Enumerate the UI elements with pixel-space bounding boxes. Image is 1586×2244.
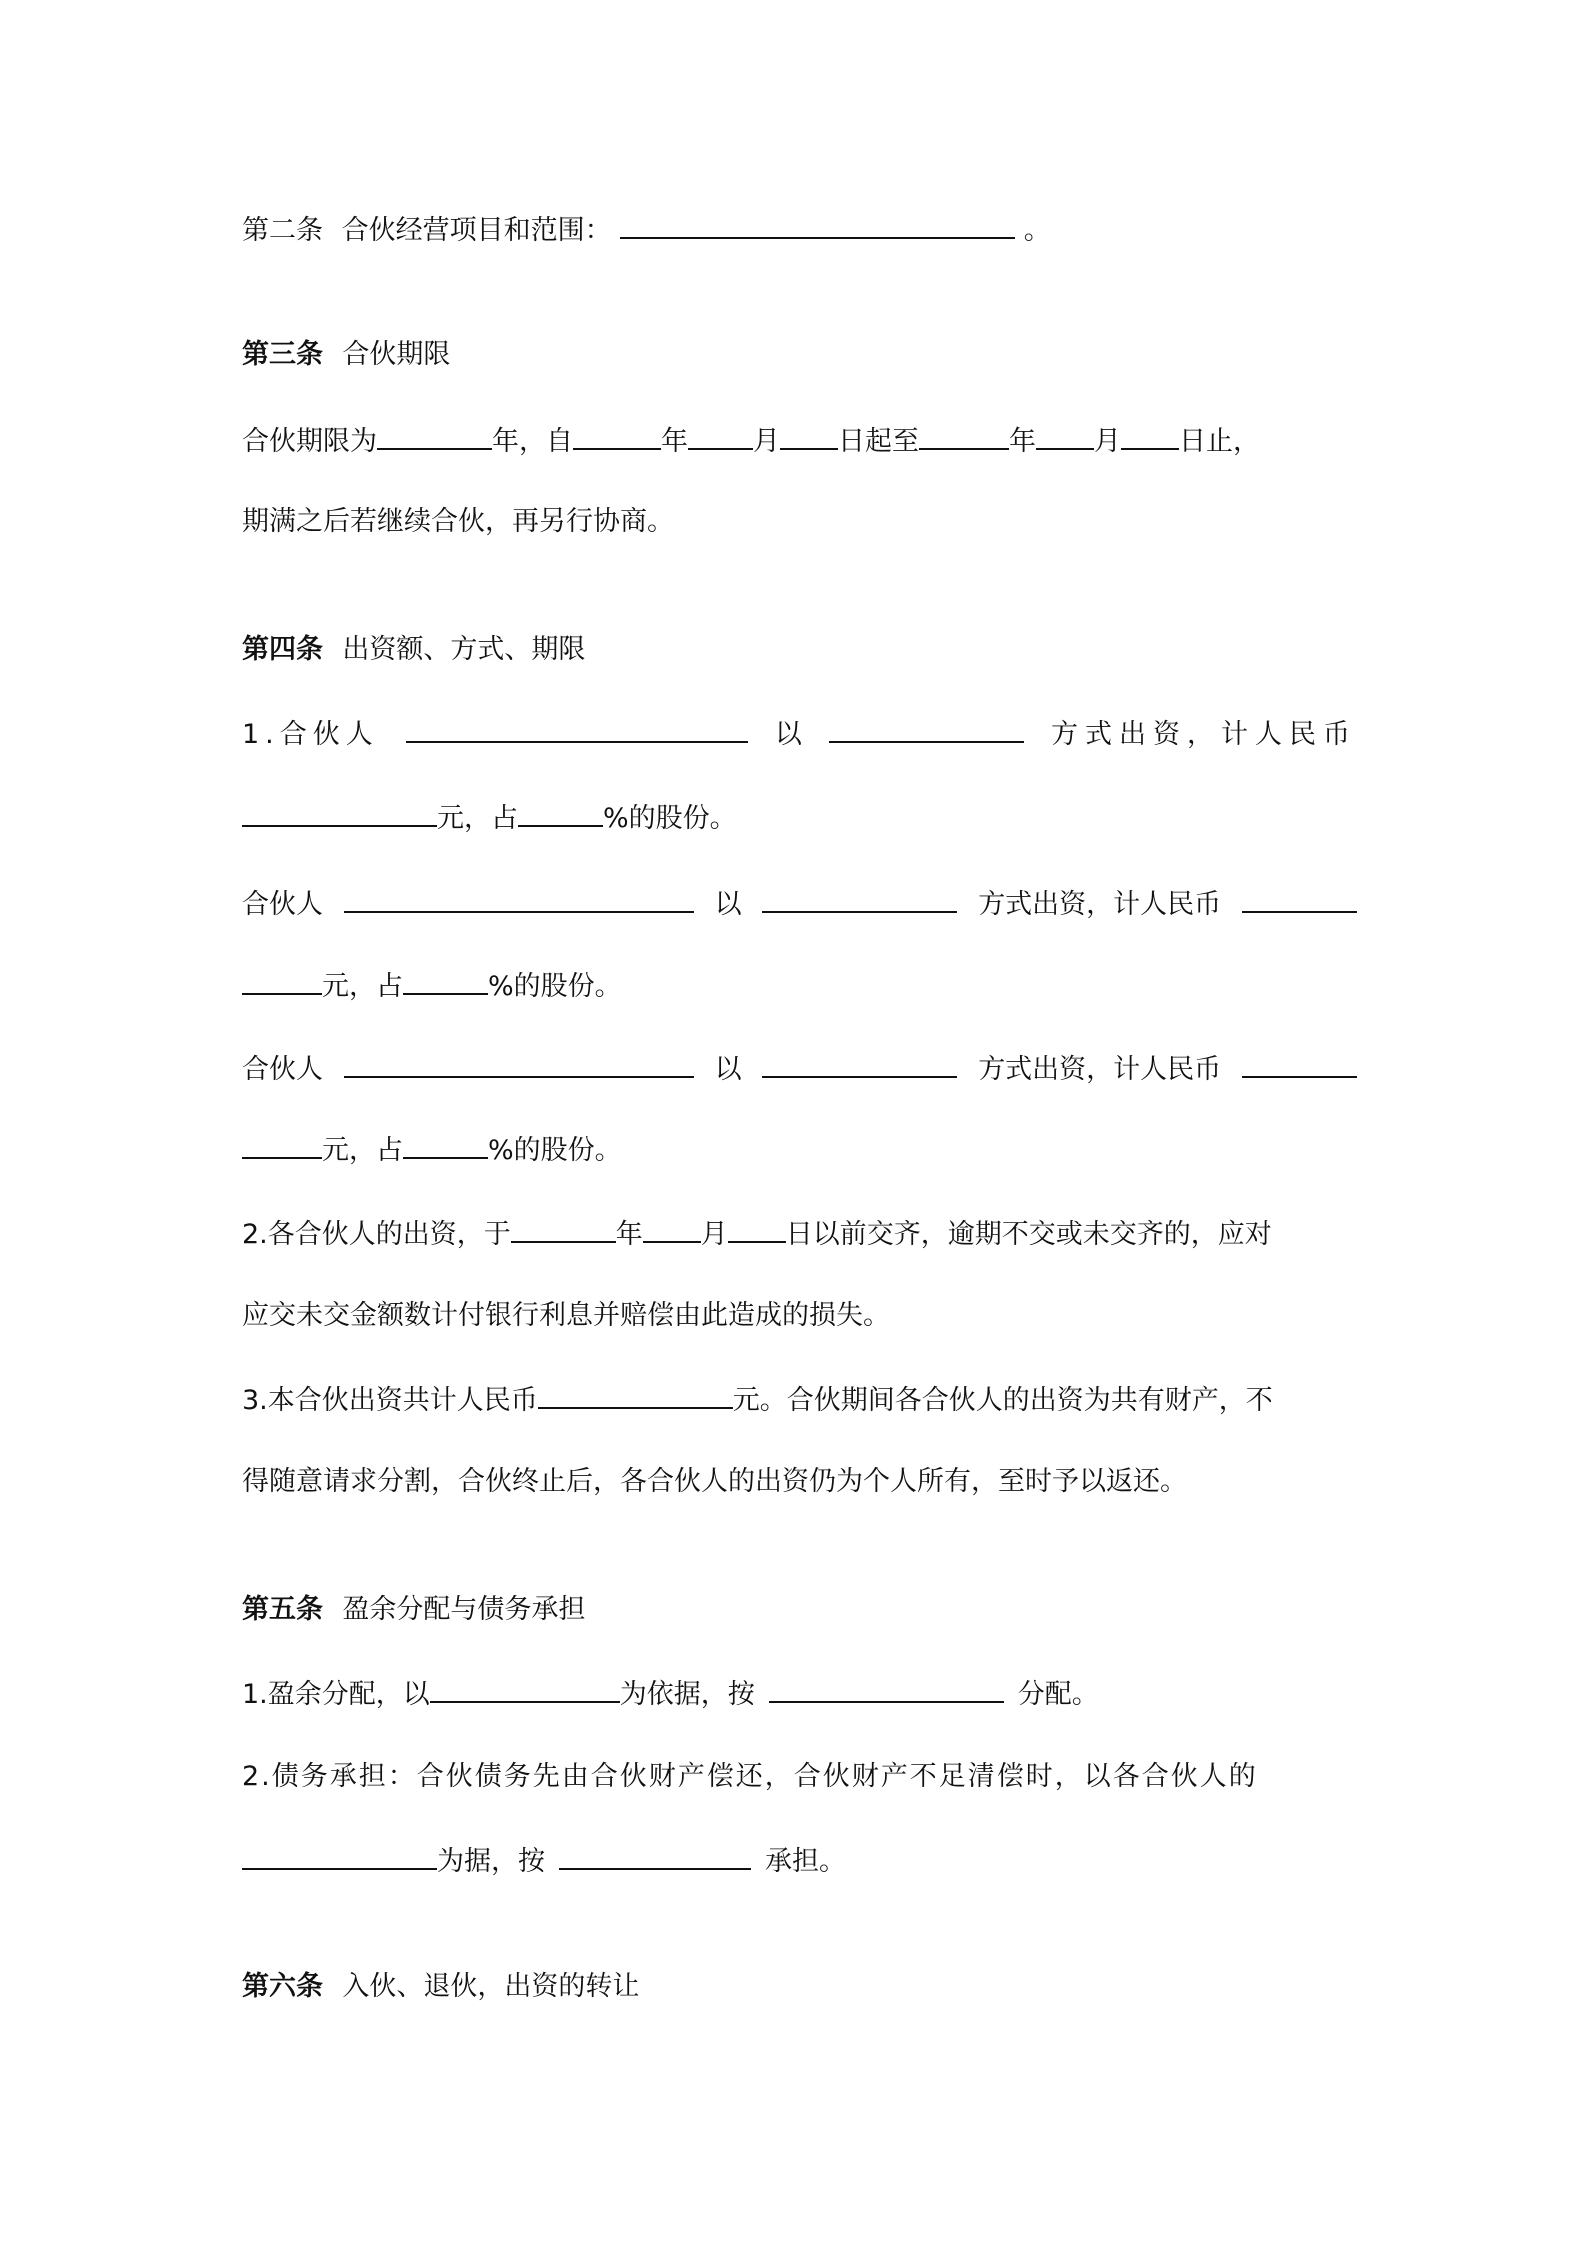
blank-field[interactable] [242,1127,322,1159]
article4-item1b-line2 [242,963,1357,1007]
term-text: 日止， [1179,426,1260,457]
article5-item1 [242,1671,1357,1715]
article3-label: 第三条 [242,339,323,370]
blank-field[interactable] [780,418,838,450]
item-text: 为据，按 [437,1846,545,1877]
item-text: 3.本合伙出资共计人民币 [242,1385,538,1416]
blank-field[interactable] [728,1211,786,1243]
article2-label: 第二条 [242,215,323,246]
article5-label: 第五条 [242,1594,323,1625]
blank-field[interactable] [762,881,957,913]
blank-field[interactable] [573,418,661,450]
article4-label: 第四条 [242,634,323,665]
blank-field[interactable] [1036,418,1094,450]
blank-field[interactable] [344,881,694,913]
item-text: 以 [714,889,742,920]
article4-item2-line2: 应交未交金额数计付银行利息并赔偿由此造成的损失。 [242,1300,890,1331]
article2-end: 。 [1023,215,1051,246]
item-text: 合伙人 [242,889,323,920]
article4-heading [242,628,1357,672]
blank-field[interactable] [620,207,1015,239]
term-text: 年 [1009,426,1036,457]
blank-field[interactable] [511,1211,616,1243]
item-text: %的股份。 [488,971,622,1002]
item-text: %的股份。 [488,1135,622,1166]
item-text: 合伙人 [242,1054,323,1085]
article4-item2-line1 [242,1211,1357,1255]
item-text: 以 [774,719,802,750]
blank-field[interactable] [688,418,753,450]
article6-label: 第六条 [242,1971,323,2002]
blank-field[interactable] [643,1211,701,1243]
item-text: 1.合伙人 [242,719,379,750]
article4-title: 出资额、方式、期限 [342,634,586,665]
article4-item1c-line1 [242,1046,1357,1090]
item-text: 方式出资，计人民币 [978,1054,1222,1085]
article5-heading [242,1588,1357,1632]
article6-heading [242,1965,1357,2009]
blank-field[interactable] [242,795,437,827]
blank-field[interactable] [1242,1046,1357,1078]
item-text: 元。合伙期间各合伙人的出资为共有财产，不 [732,1385,1273,1416]
blank-field[interactable] [406,711,748,743]
blank-field[interactable] [1121,418,1179,450]
term-text: 月 [753,426,780,457]
article4-item1-line1 [242,711,1357,755]
article4-item1-line2 [242,795,1357,839]
item-text: 年 [615,1219,643,1250]
term-text: 日起至 [838,426,919,457]
article2-line [242,207,1357,251]
blank-field[interactable] [403,1127,488,1159]
item-text: 分配。 [1017,1679,1099,1710]
blank-field[interactable] [430,1671,620,1703]
article3-term-line2: 期满之后若继续合伙，再另行协商。 [242,506,674,537]
blank-field[interactable] [1242,881,1357,913]
term-text: 合伙期限为 [242,426,377,457]
article5-item2-line1 [242,1755,1357,1799]
blank-field[interactable] [242,1838,437,1870]
article6-title: 入伙、退伙，出资的转让 [342,1971,640,2002]
blank-field[interactable] [403,963,488,995]
item-text: 元，占 [437,803,518,834]
blank-field[interactable] [377,418,492,450]
item-text: 1.盈余分配，以 [242,1679,430,1710]
item-text: 元，占 [322,971,403,1002]
blank-field[interactable] [559,1838,751,1870]
item-text: 为依据，按 [619,1679,755,1710]
article5-item2-line2 [242,1838,1357,1882]
blank-field[interactable] [242,963,322,995]
item-text: 2.债务承担：合伙债务先由合伙财产偿还，合伙财产不足清偿时，以各合伙人的 [242,1761,1258,1792]
article3-title: 合伙期限 [342,339,451,370]
item-text: 以 [714,1054,742,1085]
article3-heading [242,333,1357,377]
item-text: 方式出资，计人民币 [1050,719,1357,750]
article4-item1b-line1 [242,881,1357,925]
item-text: 方式出资，计人民币 [978,889,1222,920]
item-text: 元，占 [322,1135,403,1166]
item-text: %的股份。 [603,803,737,834]
item-text: 日以前交齐，逾期不交或未交齐的，应对 [785,1219,1272,1250]
blank-field[interactable] [344,1046,694,1078]
blank-field[interactable] [919,418,1009,450]
article3-term-line [242,418,1357,462]
blank-field[interactable] [769,1671,1004,1703]
article4-item3-line2: 得随意请求分割，合伙终止后，各合伙人的出资仍为个人所有，至时予以返还。 [242,1466,1187,1497]
blank-field[interactable] [829,711,1024,743]
item-text: 月 [700,1219,728,1250]
term-text: 年 [661,426,688,457]
item-text: 承担。 [765,1846,846,1877]
blank-field[interactable] [762,1046,957,1078]
blank-field[interactable] [538,1377,733,1409]
article5-title: 盈余分配与债务承担 [342,1594,586,1625]
article4-item1c-line2 [242,1127,1357,1171]
item-text: 2.各合伙人的出资，于 [242,1219,511,1250]
term-text: 月 [1094,426,1121,457]
term-text: 年，自 [492,426,573,457]
article4-item3-line1 [242,1377,1357,1421]
blank-field[interactable] [518,795,603,827]
article2-title: 合伙经营项目和范围： [341,215,612,246]
